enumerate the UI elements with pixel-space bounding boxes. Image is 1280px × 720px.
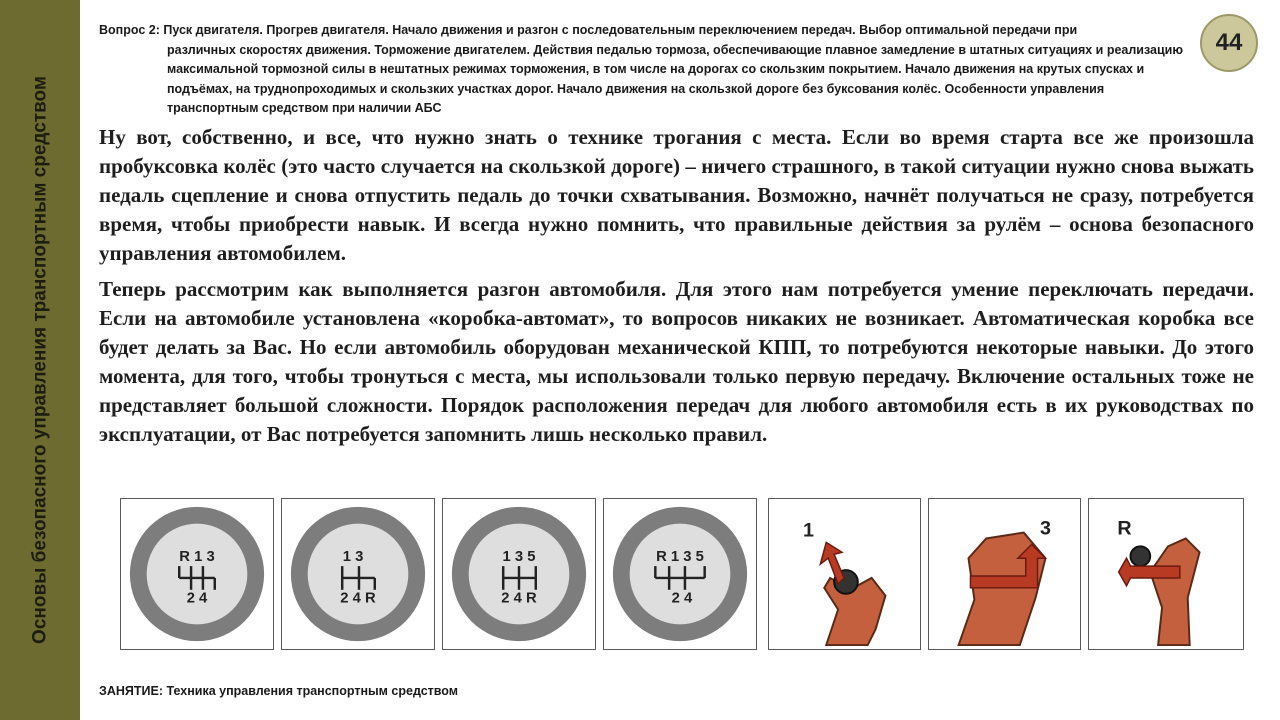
- question-header-first-line: Вопрос 2: Пуск двигателя. Прогрев двигателя. Начало движения и разгон с последовательным переключением передач. Выбор оптимальной передачи при: [99, 23, 1078, 37]
- gear-bottom-labels: 2 4 R: [501, 590, 537, 607]
- gear-bottom-labels: 2 4: [186, 590, 208, 607]
- paragraph: Теперь рассмотрим как выполняется разгон автомобиля. Для этого нам потребуется умение переключать передачи. Если на автомобиле установлена «коробка-автомат», то вопросов никаких не возникает. Автоматическая коробка все будет делать за Вас. Но если автомобиль оборудован механической КПП, то потребуются некоторые навыки. До этого момента, для того, чтобы тронуться с места, мы использовали только первую передачу. Включение остальных тоже не представляет большой сложности. Порядок расположения передач для любого автомобиля есть в их руководствах по эксплуатации, от Вас потребуется запомнить лишь несколько правил.: [99, 277, 1254, 446]
- hand-shift-diagram-2: [928, 498, 1081, 650]
- hand-gear-label: 3: [1039, 517, 1051, 540]
- gear-pattern-diagram-2: [281, 498, 435, 650]
- gear-top-labels: R 1 3: [179, 549, 215, 566]
- hand-on-lever-icon: [820, 542, 885, 645]
- gear-top-labels: 1 3: [342, 549, 364, 566]
- paragraph: Ну вот, собственно, и все, что нужно знать о технике трогания с места. Если во время старта все же произошла пробуксовка колёс (это часто случается на скользкой дороге) – ничего страшного, в такой ситуации нужно снова выжать педаль сцепление и снова отпустить педаль до точки схватывания. Возможно, начнёт получаться не сразу, потребуется время, чтобы приобрести навык. И всегда нужно помнить, что правильные действия за рулём – основа безопасного управления автомобилем.: [99, 125, 1254, 265]
- lesson-footer: ЗАНЯТИЕ: Техника управления транспортным средством: [99, 684, 459, 698]
- gear-pattern-diagram-1: [120, 498, 274, 650]
- page-number-badge: 44: [1200, 14, 1258, 72]
- hand-shift-diagram-3: [1088, 498, 1244, 650]
- sidebar: [0, 0, 80, 720]
- gear-top-labels: 1 3 5: [502, 549, 536, 566]
- body-text: [99, 123, 1254, 456]
- gear-bottom-labels: 2 4: [671, 590, 693, 607]
- hand-gear-label: 1: [802, 519, 814, 542]
- gear-bottom-labels: 2 4 R: [340, 590, 376, 607]
- hand-gear-label: R: [1117, 517, 1132, 540]
- gear-pattern-diagram-3: [442, 498, 596, 650]
- gear-top-labels: R 1 3 5: [656, 549, 704, 566]
- gear-pattern-diagram-4: [603, 498, 757, 650]
- hand-on-lever-icon: [959, 533, 1046, 646]
- hand-shift-diagram-1: [768, 498, 921, 650]
- sidebar-title: Основы безопасного управления транспортным средством: [29, 76, 51, 644]
- question-header-rest: различных скоростях движения. Торможение двигателем. Действия педалью тормоза, обеспечивающие плавное замедление в штатных ситуациях и реализацию максимальной тормозной силы в нештатных режимах торможения, в том числе на дорогах со скользким покрытием. Начало движения на крутых спусках и подъёмах, на труднопроходимых и скользких участках дорог. Начало движения на скользкой дороге без буксования колёс. Особенности управления транспортным средством при наличии АБС: [167, 42, 1184, 115]
- hand-on-lever-icon: [1119, 538, 1200, 645]
- question-header: [99, 21, 1199, 119]
